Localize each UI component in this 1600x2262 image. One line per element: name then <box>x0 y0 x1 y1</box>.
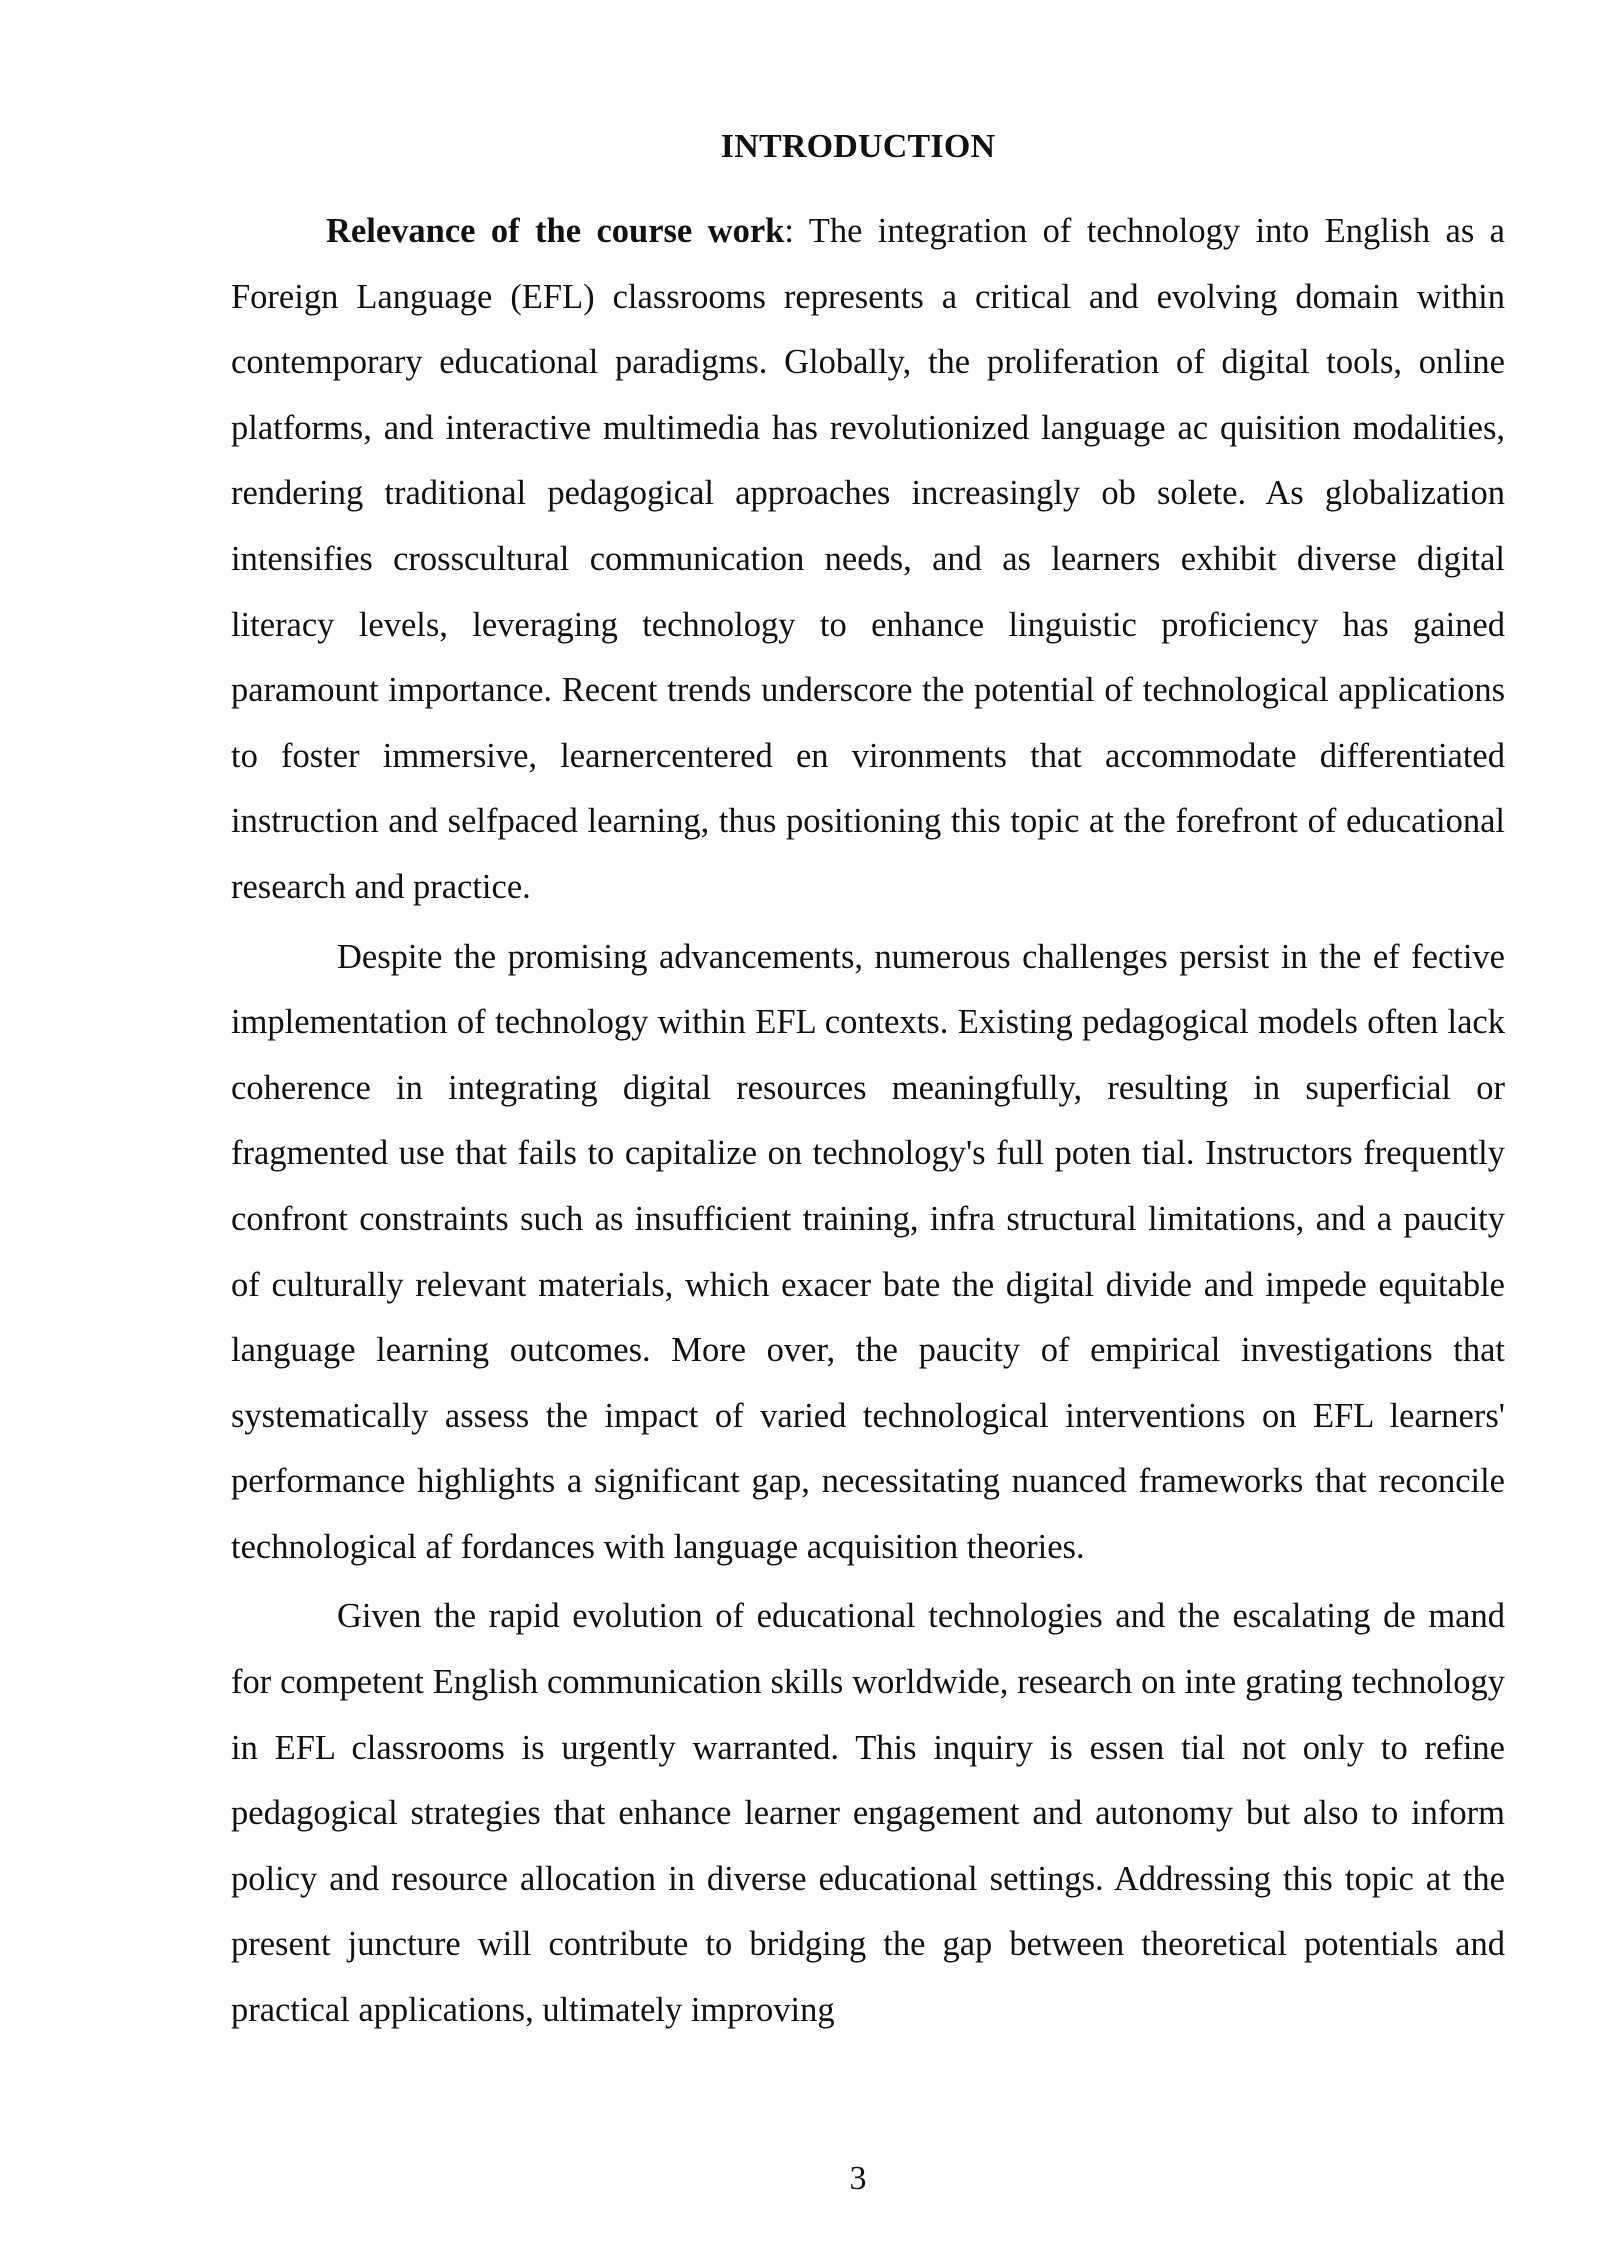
paragraph-challenges <box>231 925 1505 1581</box>
paragraph-research-need <box>231 1584 1505 2043</box>
paragraph-text: Given the rapid evolution of educational technologies and the escalating de mand for competent English communication skills worldwide, research on inte grating technology in EFL classrooms is urgently warranted. This inquiry is essen tial not only to refine pedagogical strategies that enhance learner engagement and autonomy but also to inform policy and resource allocation in diverse educational settings. Addressing this topic at the present juncture will contribute to bridging the gap between theoretical potentials and practical applications, ultimately improving <box>231 1597 1505 2030</box>
paragraph-lead-label: Relevance of the course work <box>326 212 785 250</box>
paragraph-text: Despite the promising advancements, numerous challenges persist in the ef fective implementation of technology within EFL contexts. Existing pedagogical models often lack coherence in integrating digital resources meaningfully, resulting in superficial or fragmented use that fails to capitalize on technology's full poten tial. Instructors frequently confront constraints such as insufficient training, infra structural limitations, and a paucity of culturally relevant materials, which exacer bate the digital divide and impede equitable language learning outcomes. More over, the paucity of empirical investigations that systematically assess the impact of varied technological interventions on EFL learners' performance highlights a significant gap, necessitating nuanced frameworks that reconcile technological af fordances with language acquisition theories. <box>231 937 1505 1566</box>
page-number: 3 <box>849 2160 867 2197</box>
section-heading: INTRODUCTION <box>720 128 996 165</box>
paragraph-text: The integration of technology into English as a Foreign Language (EFL) classrooms represents a critical and evolving domain within contemporary educational paradigms. Globally, the proliferation of digital tools, online platforms, and interactive multimedia has revolutionized language ac quisition modalities, rendering traditional pedagogical approaches increasingly ob solete. As globalization intensifies crosscultural communication needs, and as learners exhibit diverse digital literacy levels, leveraging technology to enhance linguistic proficiency has gained paramount importance. Recent trends underscore the potential of technological applications to foster immersive, learnercentered en vironments that accommodate differentiated instruction and selfpaced learning, thus positioning this topic at the forefront of educational research and practice. <box>231 212 1505 906</box>
body-text <box>231 199 1505 2048</box>
paragraph-lead-colon: : <box>784 212 794 250</box>
paragraph-relevance <box>231 199 1505 921</box>
